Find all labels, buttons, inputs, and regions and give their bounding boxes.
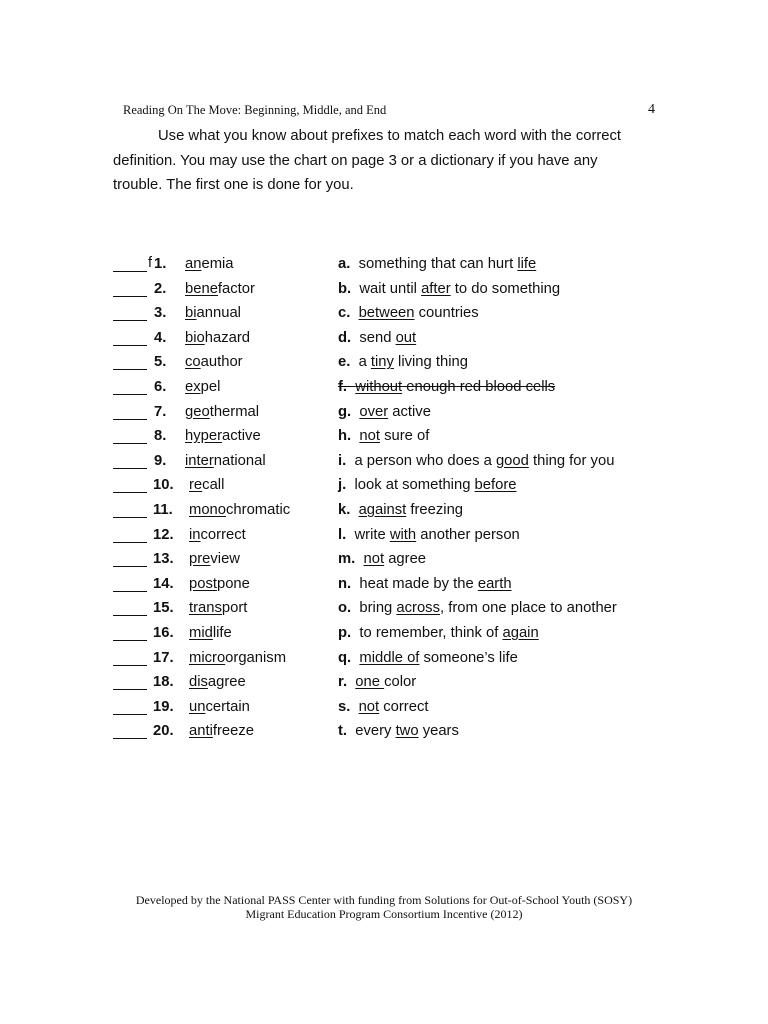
word-root: factor: [217, 280, 255, 297]
exercise-row: [0, 403, 768, 427]
definition-letter: g.: [338, 403, 360, 420]
answer-line: [113, 345, 147, 346]
underlined-word: with: [389, 526, 417, 543]
instructions-paragraph: Use what you know about prefixes to match each word with the correct definition. You may use the chart on page 3 or a dictionary if you have any trouble. The first one is done for you.: [113, 128, 622, 193]
item-number: 17.: [153, 649, 174, 666]
definition-letter: t.: [338, 723, 356, 740]
item-number: 14.: [153, 575, 174, 592]
word-prefix: anti: [189, 723, 213, 740]
word-root: pone: [216, 575, 250, 592]
definition-text: heat made by the: [359, 575, 478, 592]
definition-text: , from one place to another: [439, 600, 617, 617]
answer-line: [113, 665, 147, 666]
item-number: 7.: [154, 403, 167, 420]
definition-letter: a.: [338, 256, 359, 272]
word-to-match: [185, 453, 266, 469]
word-prefix: ex: [185, 379, 201, 395]
word-to-match: [185, 379, 220, 395]
word-prefix: post: [189, 575, 217, 592]
definition-letter: b.: [338, 280, 360, 297]
answer-text: f: [148, 255, 153, 271]
definition: [338, 305, 479, 321]
definition-letter: q.: [338, 649, 360, 666]
word-root: freeze: [212, 723, 254, 740]
underlined-word: against: [358, 502, 407, 518]
answer-line: [113, 517, 147, 518]
exercise-row: [0, 550, 768, 574]
word-to-match: [189, 527, 246, 543]
item-number: 2.: [154, 280, 167, 297]
definition-text: write: [354, 526, 390, 543]
word-root: view: [210, 551, 240, 568]
word-to-match: [189, 576, 250, 592]
definition: [338, 600, 617, 616]
exercise-row: [0, 452, 768, 476]
definition-letter: n.: [338, 575, 360, 592]
definition: [338, 330, 416, 346]
definition-text: to do something: [450, 280, 561, 297]
definition-letter: s.: [338, 698, 359, 715]
item-number: 16.: [153, 625, 174, 641]
definition: [338, 551, 426, 567]
word-to-match: [189, 674, 246, 690]
item-number: 9.: [154, 452, 167, 469]
exercise-row: [0, 649, 768, 673]
answer-line: [113, 566, 147, 567]
word-prefix: dis: [189, 674, 208, 691]
definition-text: countries: [414, 305, 479, 322]
exercise-row: [0, 353, 768, 377]
exercise-row: [0, 476, 768, 500]
word-prefix: geo: [185, 403, 210, 420]
definition: [338, 650, 518, 666]
word-root: certain: [205, 698, 250, 715]
answer-line: [113, 615, 147, 616]
definition-text: color: [384, 674, 417, 691]
exercise-row: [0, 526, 768, 550]
answer-line: [113, 738, 147, 739]
definition-letter: d.: [338, 329, 360, 346]
underlined-word: again: [502, 625, 539, 641]
word-to-match: [185, 305, 241, 321]
item-number: 18.: [153, 674, 174, 691]
answer-line: [113, 320, 147, 321]
underlined-word: over: [359, 403, 389, 420]
answer-line: [113, 271, 147, 272]
underlined-word: one: [355, 674, 385, 691]
word-to-match: [189, 600, 247, 616]
word-to-match: [189, 502, 290, 518]
exercise-row: [0, 673, 768, 697]
word-prefix: mono: [189, 502, 227, 518]
answer-line: [113, 394, 147, 395]
exercise-row: [0, 255, 768, 279]
item-number: 1.: [154, 256, 167, 272]
definition: [338, 625, 539, 641]
definition-text: a: [358, 354, 371, 371]
definition-letter: i.: [338, 452, 355, 469]
word-to-match: [185, 256, 234, 272]
word-prefix: inter: [185, 452, 214, 469]
answer-line: [113, 369, 147, 370]
word-root: national: [213, 452, 266, 469]
word-to-match: [189, 477, 224, 493]
word-root: life: [212, 625, 232, 641]
page-header: [123, 103, 655, 121]
underlined-word: out: [395, 329, 417, 346]
underlined-word: across: [396, 600, 440, 617]
exercise-row: [0, 329, 768, 353]
word-to-match: [189, 551, 240, 567]
word-root: author: [200, 354, 243, 371]
answer-line: [113, 689, 147, 690]
exercise-row: [0, 378, 768, 402]
definition-letter: e.: [338, 354, 359, 371]
item-number: 5.: [154, 354, 167, 371]
item-number: 13.: [153, 551, 174, 568]
underlined-word: not: [363, 551, 385, 568]
definition: [338, 502, 463, 518]
word-root: call: [202, 477, 225, 494]
underlined-word: after: [421, 280, 451, 297]
word-prefix: bene: [185, 280, 218, 297]
word-to-match: [185, 354, 243, 370]
item-number: 19.: [153, 698, 174, 715]
underlined-word: life: [517, 256, 537, 272]
word-prefix: bi: [185, 305, 197, 322]
exercise-row: [0, 304, 768, 328]
underlined-word: before: [474, 477, 517, 494]
word-root: organism: [225, 649, 287, 666]
item-number: 10.: [153, 477, 174, 494]
underlined-word: good: [495, 452, 529, 469]
exercise-row: [0, 575, 768, 599]
exercise-row: [0, 599, 768, 623]
word-to-match: [189, 650, 286, 666]
underlined-word: not: [359, 428, 380, 445]
word-prefix: co: [185, 354, 201, 371]
definition-text: freezing: [406, 502, 464, 518]
word-root: agree: [207, 674, 246, 691]
word-prefix: un: [189, 698, 206, 715]
definition-text: enough red blood cells: [402, 379, 556, 395]
definition: [338, 527, 520, 543]
definition-text: wait until: [359, 280, 422, 297]
word-root: active: [222, 428, 261, 445]
word-root: chromatic: [226, 502, 291, 518]
word-to-match: [185, 404, 259, 420]
word-prefix: hyper: [185, 428, 223, 445]
definition-letter: p.: [338, 625, 360, 641]
definition-text: bring: [359, 600, 397, 617]
definition-text: every: [355, 723, 396, 740]
definition-text: to remember, think of: [359, 625, 503, 641]
definition-text: years: [418, 723, 459, 740]
word-root: annual: [196, 305, 241, 322]
definition-letter: m.: [338, 551, 364, 568]
word-prefix: an: [185, 256, 202, 272]
word-to-match: [185, 330, 250, 346]
definition: [338, 576, 512, 592]
exercise-row: [0, 501, 768, 525]
answer-line: [113, 542, 147, 543]
word-prefix: trans: [189, 600, 222, 617]
definition-text: living thing: [393, 354, 468, 371]
word-to-match: [185, 428, 261, 444]
exercise-row: [0, 427, 768, 451]
answer-line: [113, 492, 147, 493]
answer-line: [113, 419, 147, 420]
definition: [338, 354, 468, 370]
item-number: 20.: [153, 723, 174, 740]
item-number: 6.: [154, 379, 167, 395]
answer-line: [113, 443, 147, 444]
item-number: 11.: [153, 502, 173, 518]
definition: [338, 256, 536, 272]
underlined-word: between: [358, 305, 415, 322]
definition: [338, 281, 560, 297]
underlined-word: earth: [477, 575, 512, 592]
answer-line: [113, 714, 147, 715]
word-to-match: [189, 723, 254, 739]
definition-text: look at something: [354, 477, 475, 494]
document-title: Reading On The Move: Beginning, Middle, and End: [123, 103, 387, 117]
item-number: 4.: [154, 329, 167, 346]
footer-line-2: Migrant Education Program Consortium Incentive (2012): [245, 907, 523, 921]
definition: [338, 723, 459, 739]
answer-line: [113, 468, 147, 469]
word-prefix: pre: [189, 551, 211, 568]
underlined-word: not: [358, 698, 380, 715]
word-prefix: bio: [185, 329, 205, 346]
definition-text: a person who does a: [354, 452, 496, 469]
word-root: hazard: [204, 329, 250, 346]
definition: [338, 428, 429, 444]
definition-text: send: [359, 329, 396, 346]
definition-letter: c.: [338, 305, 359, 322]
definition-letter: l.: [338, 526, 355, 543]
word-prefix: mid: [189, 625, 213, 641]
definition-text: something that can hurt: [358, 256, 518, 272]
underlined-word: two: [395, 723, 419, 740]
definition: [338, 453, 614, 469]
definition: [338, 699, 428, 715]
definition: [338, 404, 431, 420]
definition-text: sure of: [379, 428, 430, 445]
word-to-match: [185, 281, 255, 297]
definition-letter: h.: [338, 428, 360, 445]
word-root: thermal: [209, 403, 260, 420]
definition: [338, 477, 517, 493]
exercise-row: [0, 624, 768, 648]
word-prefix: re: [189, 477, 203, 494]
page-number: 4: [648, 102, 655, 117]
definition-letter: o.: [338, 600, 360, 617]
footer-line-1: Developed by the National PASS Center with funding from Solutions for Out-of-School Youth (SOSY): [135, 893, 633, 907]
word-prefix: micro: [189, 649, 226, 666]
item-number: 12.: [153, 526, 174, 543]
definition-text: thing for you: [528, 452, 615, 469]
answer-line: [113, 640, 147, 641]
definition-letter: f.: [338, 379, 356, 395]
definition-text: active: [388, 403, 431, 420]
definition-text: someone’s life: [419, 649, 518, 666]
underlined-word: tiny: [370, 354, 394, 371]
definition-text: agree: [384, 551, 427, 568]
answer-line: [113, 296, 147, 297]
item-number: 15.: [153, 600, 174, 617]
item-number: 8.: [154, 428, 167, 445]
underlined-word: middle of: [359, 649, 420, 666]
word-prefix: in: [189, 526, 201, 543]
word-to-match: [189, 625, 232, 641]
definition: [338, 674, 416, 690]
answer-line: [113, 591, 147, 592]
word-to-match: [189, 699, 250, 715]
page-footer: [0, 893, 768, 921]
exercise-row: [0, 698, 768, 722]
definition-letter: j.: [338, 477, 355, 494]
definition-letter: r.: [338, 674, 356, 691]
definition-letter: k.: [338, 502, 359, 518]
word-root: correct: [200, 526, 246, 543]
word-root: port: [221, 600, 248, 617]
underlined-word: without: [355, 379, 403, 395]
word-root: emia: [201, 256, 234, 272]
definition-text: correct: [379, 698, 429, 715]
definition-text: another person: [416, 526, 520, 543]
word-root: pel: [200, 379, 221, 395]
definition: [338, 379, 555, 395]
exercise-row: [0, 722, 768, 746]
exercise-row: [0, 280, 768, 304]
item-number: 3.: [154, 305, 167, 322]
